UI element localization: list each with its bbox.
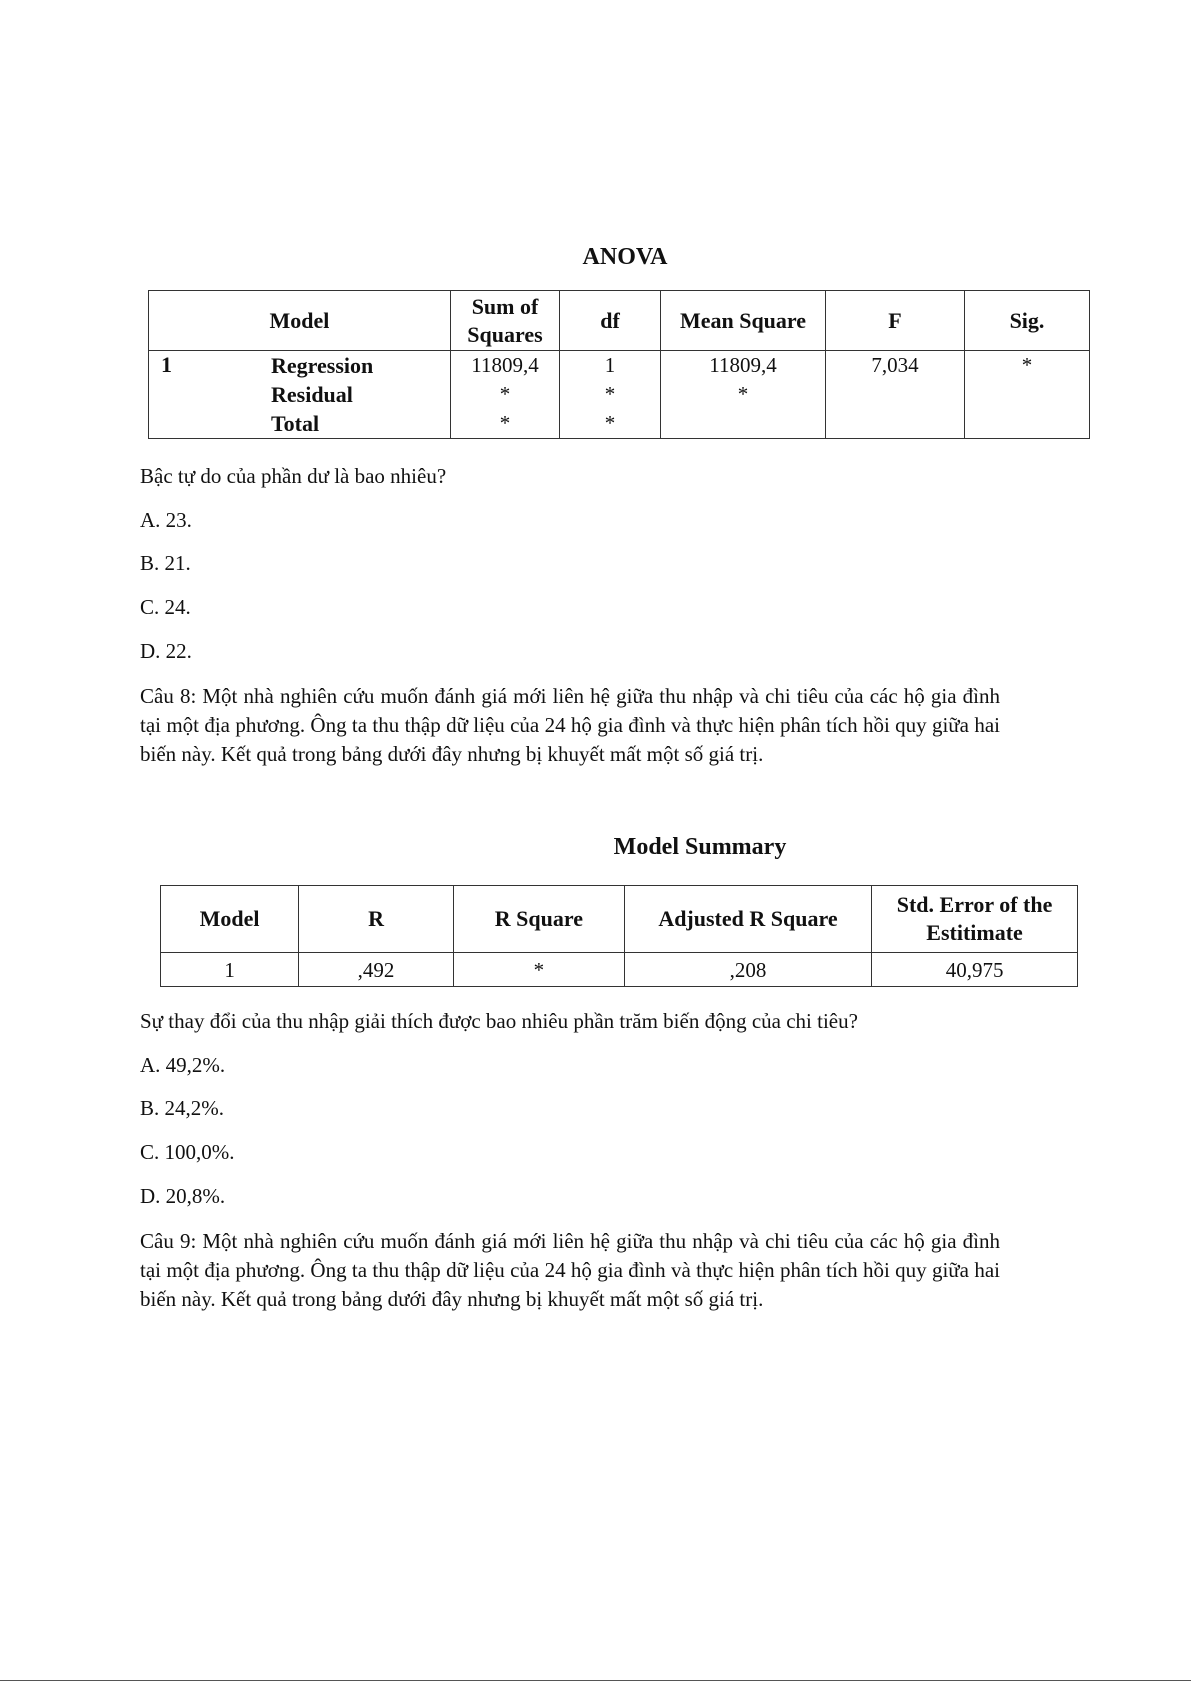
ms-value-r-square: *: [453, 953, 624, 987]
q8-option-b: B. 24,2%.: [140, 1096, 224, 1120]
anova-ss-value: *: [499, 411, 511, 435]
q7-option-d: D. 22.: [140, 639, 192, 663]
q7-option-c: C. 24.: [140, 595, 191, 619]
anova-row-label: Residual: [271, 382, 353, 407]
q8-option-a: A. 49,2%.: [140, 1053, 226, 1077]
ms-header-r: R: [299, 886, 454, 953]
anova-ms-value: 11809,4: [709, 353, 777, 377]
anova-header-model: Model: [149, 291, 451, 351]
anova-ss-value: 11809,4: [471, 353, 539, 377]
page-bottom-rule: [0, 1680, 1191, 1681]
q7-option-a: A. 23.: [140, 508, 192, 532]
ms-value-adjusted-r-square: ,208: [624, 953, 871, 987]
anova-ss-value: *: [499, 382, 511, 406]
ms-header-std-error: Std. Error of the Estitimate: [872, 886, 1078, 953]
ms-header-model: Model: [161, 886, 299, 953]
model-summary-title: Model Summary: [613, 834, 787, 860]
anova-sig-value: *: [1021, 353, 1033, 377]
q7-option-b: B. 21.: [140, 551, 191, 575]
ms-header-r-square: R Square: [453, 886, 624, 953]
anova-table: [148, 290, 1090, 439]
anova-ms-cell: [661, 351, 826, 439]
anova-header-sig: Sig.: [965, 291, 1090, 351]
anova-title: ANOVA: [582, 244, 668, 270]
ms-header-adjusted-r-square: Adjusted R Square: [624, 886, 871, 953]
q9-intro: Câu 9: Một nhà nghiên cứu muốn đánh giá mới liên hệ giữa thu nhập và chi tiêu của các hộ gia đình tại một địa phương. Ông ta thu thập dữ liệu của 24 hộ gia đình và thực hiện phân tích hồi quy giữa hai biến này. Kết quả trong bảng dưới đây nhưng bị khuyết mất một số giá trị.: [140, 1229, 1000, 1311]
ms-value-std-error: 40,975: [872, 953, 1078, 987]
q8-option-d: D. 20,8%.: [140, 1184, 226, 1208]
anova-ms-value: *: [737, 382, 749, 406]
anova-row-label: Total: [271, 411, 320, 436]
anova-df-cell: [560, 351, 661, 439]
anova-df-value: *: [604, 411, 616, 435]
anova-sig-cell: [965, 351, 1090, 439]
anova-labels-cell: [271, 351, 451, 439]
anova-header-ss: Sum of Squares: [451, 291, 560, 351]
model-summary-table: [160, 885, 1078, 987]
anova-header-ms: Mean Square: [661, 291, 826, 351]
ms-value-r: ,492: [299, 953, 454, 987]
q8-question: Sự thay đổi của thu nhập giải thích được bao nhiêu phần trăm biến động của chi tiêu?: [140, 1009, 858, 1033]
q8-intro: Câu 8: Một nhà nghiên cứu muốn đánh giá mới liên hệ giữa thu nhập và chi tiêu của các hộ gia đình tại một địa phương. Ông ta thu thập dữ liệu của 24 hộ gia đình và thực hiện phân tích hồi quy giữa hai biến này. Kết quả trong bảng dưới đây nhưng bị khuyết mất một số giá trị.: [140, 684, 1000, 766]
anova-f-value: 7,034: [871, 353, 919, 377]
ms-value-model: 1: [161, 953, 299, 987]
anova-df-value: 1: [604, 353, 616, 377]
anova-header-df: df: [560, 291, 661, 351]
anova-row-label: Regression: [271, 353, 374, 378]
anova-f-cell: [826, 351, 965, 439]
anova-df-value: *: [604, 382, 616, 406]
anova-ss-cell: [451, 351, 560, 439]
anova-model-cell: [149, 351, 272, 439]
anova-model-number: 1: [161, 352, 172, 377]
q7-question: Bậc tự do của phần dư là bao nhiêu?: [140, 464, 447, 488]
q8-option-c: C. 100,0%.: [140, 1140, 235, 1164]
anova-header-f: F: [826, 291, 965, 351]
